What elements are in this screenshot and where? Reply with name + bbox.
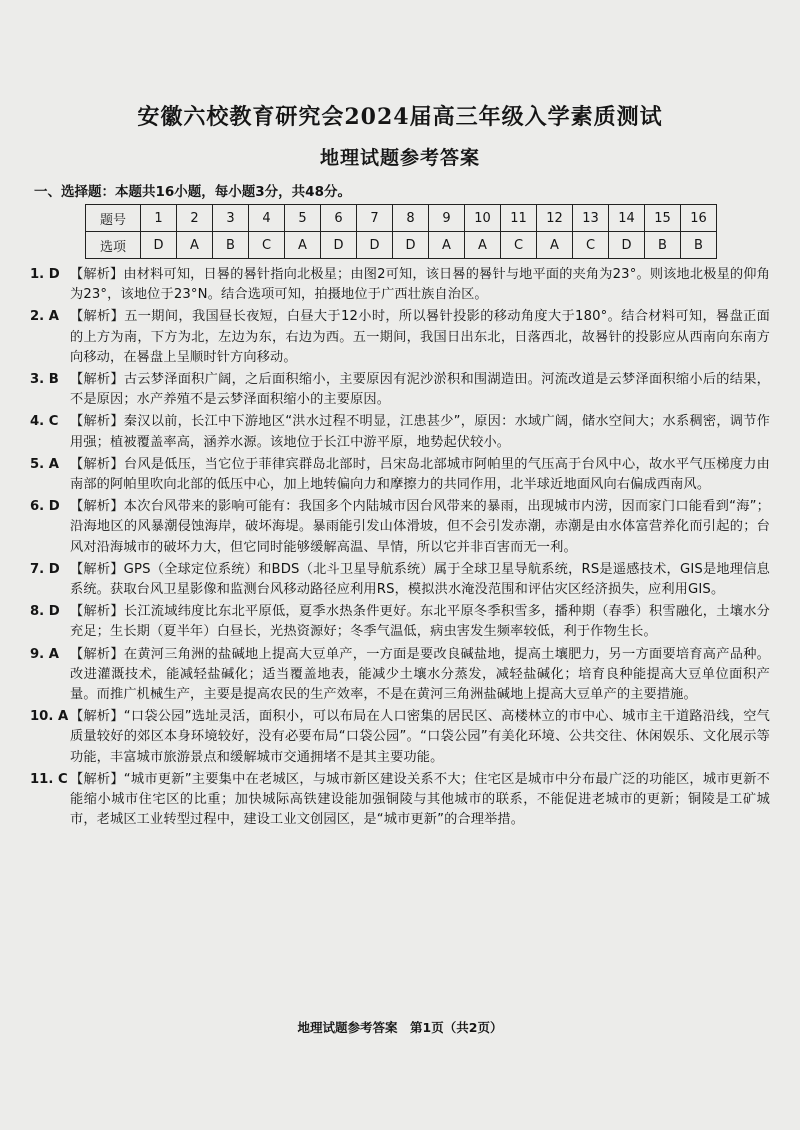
section-heading: 一、选择题：本题共16小题，每小题3分，共48分。: [34, 184, 351, 200]
answer-option: D: [357, 232, 393, 259]
question-number: 9: [429, 205, 465, 232]
explanation-item: [30, 707, 770, 768]
explanation-item: [30, 412, 770, 452]
item-text: 【解析】由材料可知，日晷的晷针指向北极星；由图2可知，该日晷的晷针与地平面的夹角为23°。则该地北极星的仰角为23°，该地位于23°N。结合选项可知，拍摄地位于广西壮族自治区。: [70, 267, 770, 303]
item-number: 8. D: [30, 604, 60, 620]
answer-option: B: [645, 232, 681, 259]
question-number: 5: [285, 205, 321, 232]
item-text: 【解析】古云梦泽面积广阔，之后面积缩小，主要原因有泥沙淤积和围湖造田。河流改道是云梦泽面积缩小后的结果，不是原因；水产养殖不是云梦泽面积缩小的主要原因。: [70, 372, 770, 408]
question-number-row: [86, 205, 717, 232]
explanation-item: [30, 307, 770, 368]
question-number: 15: [645, 205, 681, 232]
item-text: 【解析】台风是低压，当它位于菲律宾群岛北部时，吕宋岛北部城市阿帕里的气压高于台风中心，故水平气压梯度力由南部的阿帕里吹向北部的低压中心，加上地转偏向力和摩擦力的共同作用，北半球近地面风向右偏成西南风。: [70, 456, 770, 493]
answer-table: [85, 204, 717, 259]
item-text: 【解析】本次台风带来的影响可能有：我国多个内陆城市因台风带来的暴雨，出现城市内涝，因而家门口能看到“海”；沿海地区的风暴潮侵蚀海岸，破坏海堤。暴雨能引发山体滑坡，但不会引发赤潮，赤潮是由水体富营养化而引起的；台风对沿海城市的破坏力大，但它同时能够缓解高温、旱情，所以它并非百害而无一利。: [70, 499, 770, 555]
item-number: 4. C: [30, 414, 59, 430]
answer-option: A: [465, 232, 501, 259]
document-title: 安徽六校教育研究会2024届高三年级入学素质测试: [137, 104, 663, 130]
answer-row: [86, 232, 717, 259]
answer-option: D: [609, 232, 645, 259]
item-text: 【解析】“城市更新”主要集中在老城区，与城市新区建设关系不大；住宅区是城市中分布最广泛的功能区，城市更新不能缩小城市住宅区的比重；加快城际高铁建设能加强铜陵与其他城市的联系，不能促进老城市的更新；铜陵是工矿城市，老城区工业转型过程中，建设工业文创园区，是“城市更新”的合理举措。: [70, 771, 770, 828]
question-number: 14: [609, 205, 645, 232]
answer-option: B: [681, 232, 717, 259]
answer-option: B: [213, 232, 249, 259]
table-row-label: 题号: [86, 205, 141, 232]
explanation-item: [30, 370, 770, 410]
question-number: 7: [357, 205, 393, 232]
question-number: 1: [141, 205, 177, 232]
explanation-item: [30, 645, 770, 706]
item-text: 【解析】五一期间，我国昼长夜短，白昼大于12小时，所以晷针投影的移动角度大于180°。结合材料可知，晷盘正面的上方为南，下方为北，左边为东，右边为西。五一期间，我国日出东北，日落西北，故晷针的投影应从西南向东南方向移动，在晷盘上呈顺时针方向移动。: [70, 309, 770, 365]
answer-option: A: [537, 232, 573, 259]
explanation-list: [30, 265, 770, 832]
answer-option: C: [249, 232, 285, 259]
item-number: 6. D: [30, 499, 60, 515]
item-number: 3. B: [30, 372, 59, 388]
answer-option: D: [393, 232, 429, 259]
answer-option: A: [429, 232, 465, 259]
explanation-item: [30, 602, 770, 642]
item-text: 【解析】秦汉以前，长江中下游地区“洪水过程不明显，江患甚少”，原因：水域广阔，储水空间大；水系稠密，调节作用强；植被覆盖率高，涵养水源。该地位于长江中游平原，地势起伏较小。: [70, 414, 770, 450]
item-number: 2. A: [30, 309, 59, 325]
explanation-item: [30, 455, 770, 495]
answer-option: D: [321, 232, 357, 259]
item-text: 【解析】“口袋公园”选址灵活，面积小，可以布局在人口密集的居民区、高楼林立的市中心、城市主干道路沿线，空气质量较好的郊区本身环境较好，没有必要布局“口袋公园”。“口袋公园”有美化环境、公共交往、休闲娱乐、文化展示等功能，丰富城市旅游景点和缓解城市交通拥堵不是其主要功能。: [70, 709, 770, 765]
answer-option: C: [573, 232, 609, 259]
explanation-item: [30, 497, 770, 558]
question-number: 13: [573, 205, 609, 232]
item-number: 10. A: [30, 709, 69, 725]
item-number: 5. A: [30, 456, 59, 472]
item-number: 9. A: [30, 646, 59, 662]
page-footer: 地理试题参考答案 第1页（共2页）: [297, 1020, 503, 1035]
item-text: 【解析】长江流域纬度比东北平原低，夏季水热条件更好。东北平原冬季积雪多，播种期（春季）积雪融化，土壤水分充足；生长期（夏半年）白昼长，光热资源好；冬季气温低，病虫害发生频率较低，利于作物生长。: [70, 604, 770, 640]
item-number: 7. D: [30, 561, 60, 577]
explanation-item: [30, 560, 770, 600]
document-subtitle: 地理试题参考答案: [319, 147, 480, 169]
question-number: 12: [537, 205, 573, 232]
question-number: 10: [465, 205, 501, 232]
table-row-label: 选项: [86, 232, 141, 259]
answer-option: D: [141, 232, 177, 259]
question-number: 11: [501, 205, 537, 232]
answer-option: C: [501, 232, 537, 259]
explanation-item: [30, 770, 770, 831]
question-number: 8: [393, 205, 429, 232]
question-number: 2: [177, 205, 213, 232]
question-number: 6: [321, 205, 357, 232]
question-number: 16: [681, 205, 717, 232]
answer-option: A: [285, 232, 321, 259]
item-number: 11. C: [30, 771, 68, 787]
question-number: 4: [249, 205, 285, 232]
answer-option: A: [177, 232, 213, 259]
explanation-item: [30, 265, 770, 305]
item-text: 【解析】在黄河三角洲的盐碱地上提高大豆单产，一方面是要改良碱盐地，提高土壤肥力，另一方面要培育高产品种。改进灌溉技术，能减轻盐碱化；适当覆盖地表，能减少土壤水分蒸发，减轻盐碱化；培育良种能提高大豆单位面积产量。而推广机械生产，主要是提高农民的生产效率，不是在黄河三角洲盐碱地上提高大豆单产的主要措施。: [70, 646, 770, 703]
question-number: 3: [213, 205, 249, 232]
item-number: 1. D: [30, 267, 60, 282]
item-text: 【解析】GPS（全球定位系统）和BDS（北斗卫星导航系统）属于全球卫星导航系统，RS是遥感技术，GIS是地理信息系统。获取台风卫星影像和监测台风移动路径应利用RS，模拟洪水淹没范围和评估灾区经济损失，应利用GIS。: [70, 561, 770, 598]
